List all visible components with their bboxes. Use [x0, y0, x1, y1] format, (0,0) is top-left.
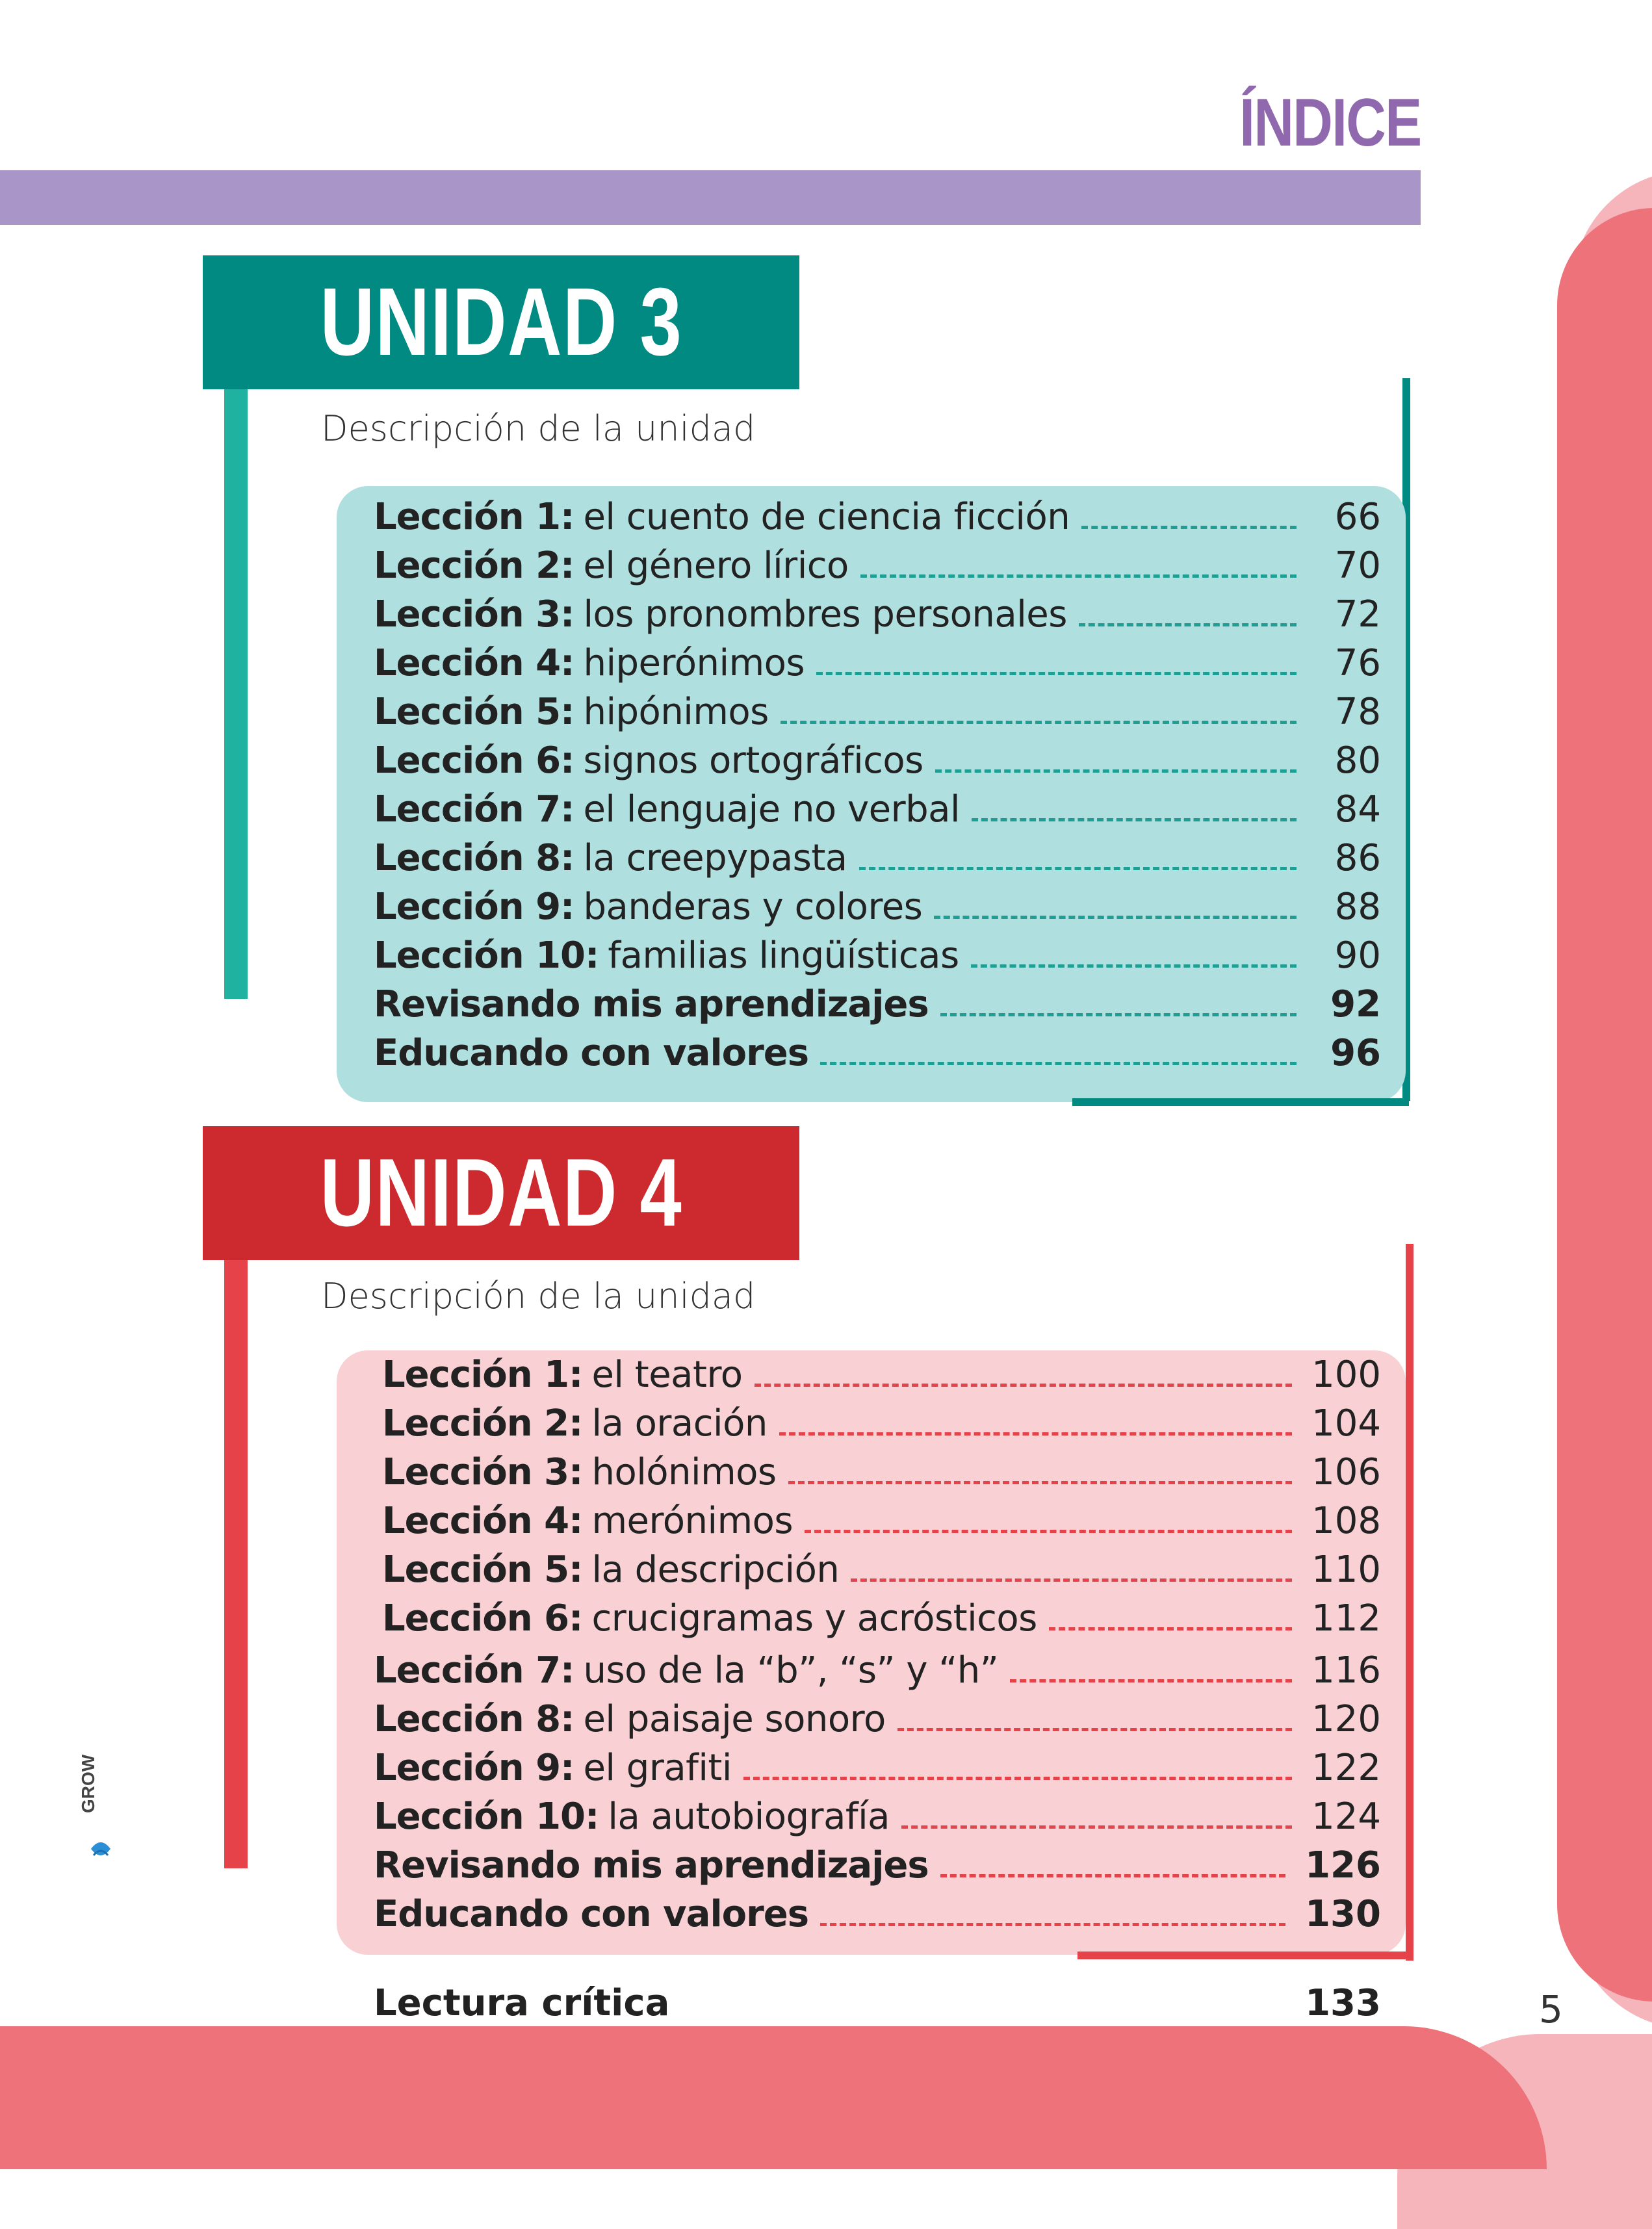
dot-leader — [1010, 1679, 1292, 1682]
toc-entry[interactable] — [382, 1545, 1381, 1591]
bottom-decor — [0, 2026, 1547, 2169]
header-band — [0, 170, 1421, 225]
toc-entry[interactable] — [374, 931, 1381, 977]
entry-topic: el cuento de ciencia ficción — [583, 496, 1070, 538]
entry-page: 72 — [1334, 593, 1381, 636]
entry-topic: el lenguaje no verbal — [583, 788, 961, 831]
toc-entry[interactable] — [374, 883, 1381, 928]
entry-label: Lección 8: — [374, 837, 574, 879]
entry-topic: el género lírico — [583, 545, 849, 587]
entry-topic: signos ortográficos — [583, 740, 923, 782]
entry-label: Lección 1: — [382, 1354, 583, 1396]
entry-page: 80 — [1334, 740, 1381, 782]
toc-entry[interactable] — [382, 1594, 1381, 1640]
toc-entry[interactable] — [374, 1695, 1381, 1740]
entry-page: 96 — [1330, 1032, 1381, 1074]
dot-leader — [851, 1578, 1292, 1582]
entry-page: 100 — [1311, 1354, 1381, 1396]
entry-label: Lección 9: — [374, 886, 574, 928]
entry-page: 76 — [1334, 642, 1381, 684]
dot-leader — [805, 1530, 1292, 1533]
entry-page: 120 — [1311, 1698, 1381, 1740]
entry-label: Lección 7: — [374, 1649, 574, 1692]
dot-leader — [1081, 526, 1297, 529]
entry-page: 88 — [1334, 886, 1381, 928]
entry-label: Lectura crítica — [374, 1982, 670, 2024]
dot-leader — [820, 1923, 1285, 1926]
dot-leader — [1079, 623, 1297, 626]
unit4-title: UNIDAD 4 — [320, 1139, 682, 1246]
entry-page: 130 — [1305, 1893, 1381, 1935]
entry-page: 106 — [1311, 1451, 1381, 1493]
dot-leader — [781, 721, 1297, 724]
dot-leader — [1049, 1627, 1292, 1630]
entry-topic: el paisaje sonoro — [583, 1698, 886, 1740]
entry-label: Lección 2: — [382, 1402, 583, 1445]
entry-page: 110 — [1311, 1549, 1381, 1591]
dot-leader — [816, 672, 1297, 675]
entry-label: Lección 6: — [382, 1597, 583, 1640]
dot-leader — [901, 1825, 1292, 1829]
unit3-left-bar — [224, 389, 248, 999]
unit4-right-line — [1406, 1244, 1413, 1961]
entry-label: Lección 7: — [374, 788, 574, 831]
entry-page: 92 — [1330, 983, 1381, 1025]
entry-label: Lección 10: — [374, 1796, 599, 1838]
unit3-title: UNIDAD 3 — [320, 268, 682, 376]
dot-leader — [743, 1777, 1292, 1780]
entry-topic: la oración — [591, 1402, 768, 1445]
unit3-banner — [203, 255, 799, 389]
toc-entry-review[interactable] — [374, 1841, 1381, 1887]
entry-topic: hiperónimos — [583, 642, 805, 684]
entry-topic: hipónimos — [583, 691, 769, 733]
entry-topic: la descripción — [591, 1549, 840, 1591]
toc-entry-review[interactable] — [374, 980, 1381, 1025]
toc-entry[interactable] — [382, 1448, 1381, 1493]
entry-label: Educando con valores — [374, 1893, 809, 1935]
entry-label: Lección 5: — [374, 691, 574, 733]
entry-page: 70 — [1334, 545, 1381, 587]
entry-page: 108 — [1311, 1500, 1381, 1542]
brand-name: GROW — [78, 1754, 98, 1813]
dot-leader — [779, 1432, 1292, 1436]
dot-leader — [897, 1728, 1292, 1731]
entry-page: 112 — [1311, 1597, 1381, 1640]
page-number: 5 — [1539, 1987, 1563, 2031]
dot-leader — [935, 769, 1297, 773]
entry-label: Lección 8: — [374, 1698, 574, 1740]
toc-entry-values[interactable] — [374, 1890, 1381, 1935]
toc-entry[interactable] — [374, 493, 1381, 538]
dot-leader — [820, 1062, 1297, 1065]
right-decor — [1557, 208, 1652, 2002]
entry-label: Educando con valores — [374, 1032, 809, 1074]
toc-entry[interactable] — [374, 785, 1381, 831]
entry-page: 86 — [1334, 837, 1381, 879]
entry-label: Lección 1: — [374, 496, 574, 538]
entry-label: Lección 9: — [374, 1747, 574, 1789]
entry-topic: el teatro — [591, 1354, 743, 1396]
dot-leader — [788, 1481, 1293, 1484]
dot-leader — [940, 1874, 1285, 1877]
entry-topic: banderas y colores — [583, 886, 923, 928]
unit4-bottom-line — [1078, 1952, 1409, 1959]
unit3-description: Descripción de la unidad — [321, 408, 756, 449]
unit4-description: Descripción de la unidad — [321, 1276, 756, 1317]
entry-page: 104 — [1311, 1402, 1381, 1445]
entry-topic: merónimos — [591, 1500, 794, 1542]
entry-topic: crucigramas y acrósticos — [591, 1597, 1037, 1640]
entry-page: 90 — [1334, 934, 1381, 977]
toc-entry[interactable] — [374, 639, 1381, 684]
toc-entry[interactable] — [374, 1646, 1381, 1692]
toc-entry-values[interactable] — [374, 1029, 1381, 1074]
entry-topic: holónimos — [591, 1451, 777, 1493]
entry-page: 124 — [1311, 1796, 1381, 1838]
toc-entry[interactable] — [374, 1744, 1381, 1789]
entry-label: Lección 4: — [382, 1500, 583, 1542]
entry-page: 133 — [1305, 1982, 1381, 2024]
toc-entry[interactable] — [374, 1792, 1381, 1838]
entry-topic: la autobiografía — [608, 1796, 890, 1838]
entry-topic: el grafiti — [583, 1747, 732, 1789]
entry-label: Revisando mis aprendizajes — [374, 983, 929, 1025]
entry-label: Lección 3: — [374, 593, 574, 636]
entry-label: Lección 10: — [374, 934, 599, 977]
dot-leader — [940, 1013, 1297, 1016]
dot-leader — [859, 867, 1297, 870]
entry-label: Lección 5: — [382, 1549, 583, 1591]
page-title: ÍNDICE — [1239, 85, 1421, 161]
unit4-left-bar — [224, 1260, 248, 1868]
unit4-banner — [203, 1126, 799, 1260]
entry-page: 116 — [1311, 1649, 1381, 1692]
entry-page: 126 — [1305, 1844, 1381, 1887]
toc-entry[interactable] — [374, 736, 1381, 782]
entry-label: Revisando mis aprendizajes — [374, 1844, 929, 1887]
entry-label: Lección 2: — [374, 545, 574, 587]
entry-topic: la creepypasta — [583, 837, 847, 879]
dot-leader — [972, 818, 1297, 821]
entry-topic: familias lingüísticas — [608, 934, 959, 977]
entry-label: Lección 3: — [382, 1451, 583, 1493]
entry-page: 66 — [1334, 496, 1381, 538]
toc-entry[interactable] — [374, 834, 1381, 879]
toc-entry[interactable] — [382, 1497, 1381, 1542]
entry-page: 122 — [1311, 1747, 1381, 1789]
dot-leader — [860, 574, 1297, 578]
toc-entry[interactable] — [374, 541, 1381, 587]
dot-leader — [934, 916, 1297, 919]
unit3-bottom-line — [1072, 1098, 1409, 1106]
toc-entry-critical-reading[interactable] — [374, 1979, 1381, 2024]
toc-entry[interactable] — [382, 1399, 1381, 1445]
dot-leader — [971, 964, 1297, 968]
toc-entry[interactable] — [374, 688, 1381, 733]
toc-entry[interactable] — [374, 590, 1381, 636]
entry-topic: uso de la “b”, “s” y “h” — [583, 1649, 999, 1692]
dot-leader — [755, 1384, 1293, 1387]
toc-entry[interactable] — [382, 1350, 1381, 1396]
entry-page: 84 — [1334, 788, 1381, 831]
entry-page: 78 — [1334, 691, 1381, 733]
entry-topic: los pronombres personales — [583, 593, 1067, 636]
entry-label: Lección 4: — [374, 642, 574, 684]
entry-label: Lección 6: — [374, 740, 574, 782]
